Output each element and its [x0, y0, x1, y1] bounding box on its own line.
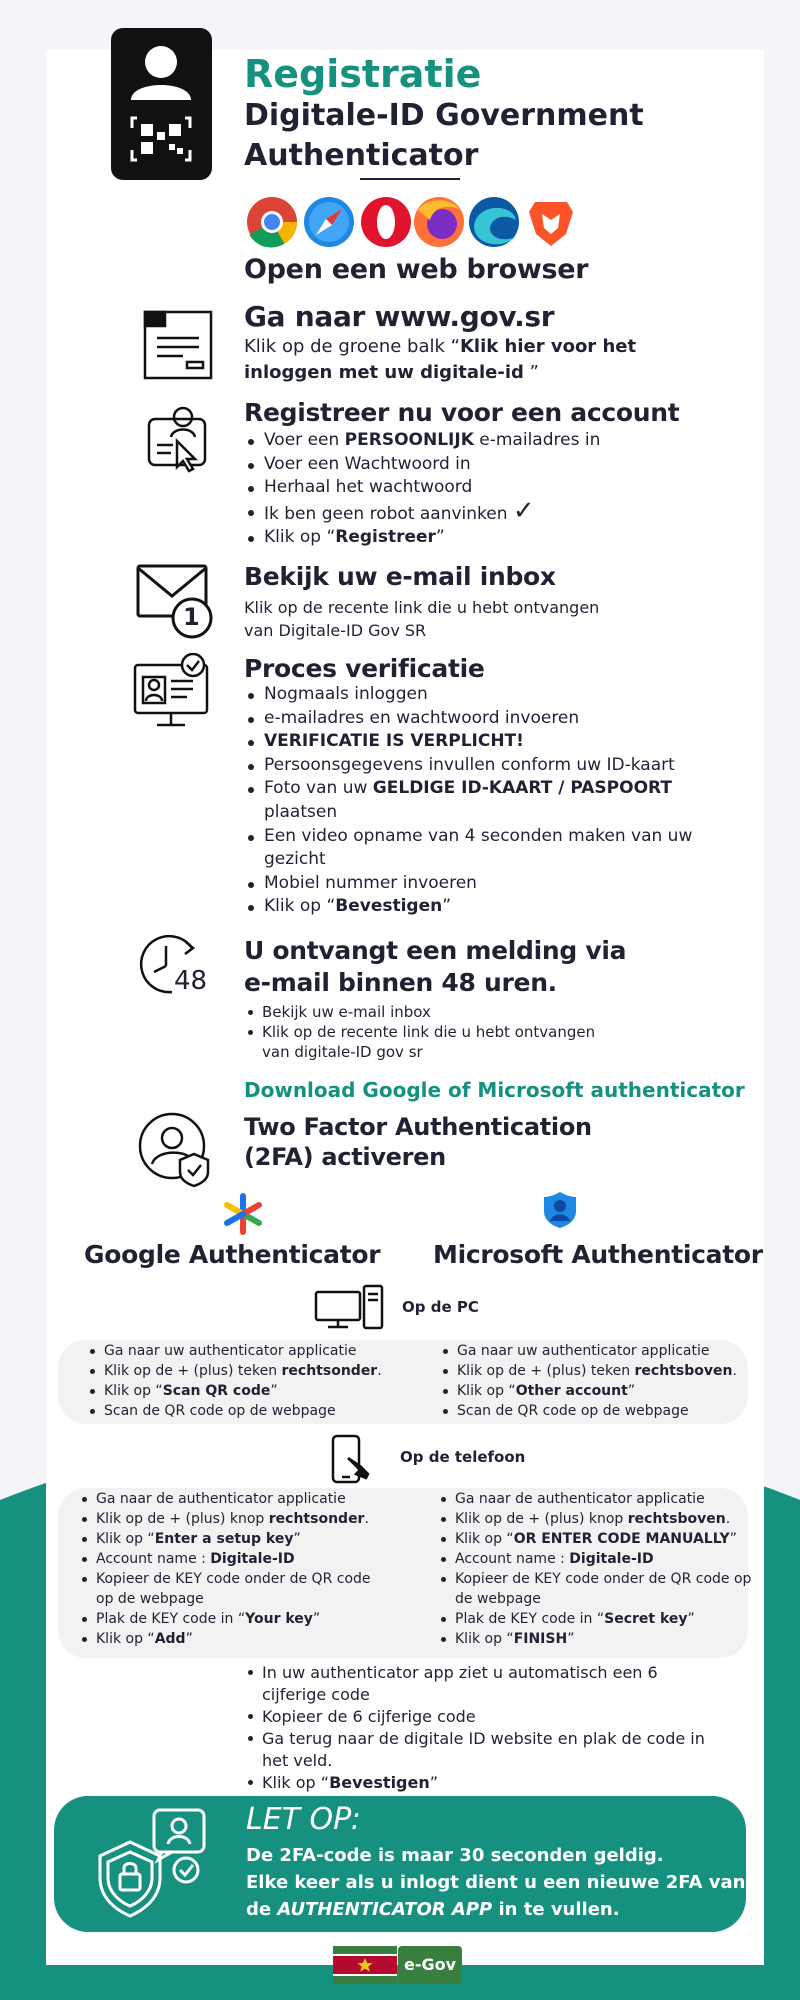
step-gov-title: Ga naar www.gov.sr: [244, 300, 555, 333]
opera-icon: [361, 197, 411, 247]
microsoft-authenticator-icon: [543, 1191, 577, 1229]
step-wait-list: [244, 1002, 704, 1062]
list-item: Bekijk uw e-mail inbox: [244, 1002, 704, 1022]
list-item: Voer een PERSOONLIJK e-mailadres in: [244, 429, 714, 453]
list-item: Plak de KEY code in “Your key”: [78, 1609, 378, 1629]
warning-text: De 2FA-code is maar 30 seconden geldig. Elke keer als u inlogt dient u een nieuwe 2FA van de AUTHENTICATOR APP in te vullen.: [246, 1845, 746, 1920]
phone-label: Op de telefoon: [400, 1448, 526, 1466]
google-authenticator-icon: [222, 1193, 264, 1235]
list-item: Ga naar de authenticator applicatie: [78, 1489, 378, 1509]
step-register-list: [244, 429, 714, 550]
pc-label: Op de PC: [402, 1298, 479, 1316]
identity-verification-icon: [131, 653, 215, 733]
list-item: Klik op “Bevestigen”: [244, 895, 714, 919]
list-item: Scan de QR code op de webpage: [86, 1401, 406, 1421]
desktop-pc-icon: [314, 1284, 384, 1330]
id-qr-icon: [111, 28, 212, 180]
phone-google-list: [78, 1489, 378, 1649]
list-item: Ga naar uw authenticator applicatie: [86, 1341, 406, 1361]
list-item: Klik op de + (plus) teken rechtsonder.: [86, 1361, 406, 1381]
brave-icon: [529, 202, 573, 246]
pc-microsoft-list: [439, 1341, 749, 1421]
list-item: Klik op de + (plus) knop rechtsboven.: [437, 1509, 753, 1529]
clock-number: 48: [174, 966, 208, 996]
list-item: Nogmaals inloggen: [244, 683, 714, 707]
warning-title: LET OP:: [246, 1802, 361, 1837]
list-item: Klik op “Scan QR code”: [86, 1381, 406, 1401]
user-shield-icon: [138, 1112, 214, 1188]
list-item: Herhaal het wachtwoord: [244, 476, 714, 500]
phone-microsoft-list: [437, 1489, 753, 1649]
step-verify-title: Proces verificatie: [244, 654, 485, 683]
list-item: Mobiel nummer invoeren: [244, 872, 714, 896]
edge-icon: [469, 197, 519, 247]
list-item: Klik op “Registreer”: [244, 526, 714, 550]
browser-icons-row: [246, 196, 586, 248]
list-item: Ga terug naar de digitale ID website en plak de code in het veld.: [244, 1728, 724, 1772]
list-item: Klik op de + (plus) knop rechtsonder.: [78, 1509, 378, 1529]
list-item: Plak de KEY code in “Secret key”: [437, 1609, 753, 1629]
step-verify-list: [244, 683, 714, 919]
list-item: Klik op “Other account”: [439, 1381, 749, 1401]
step-inbox-title: Bekijk uw e-mail inbox: [244, 562, 556, 591]
mail-badge: 1: [183, 603, 200, 631]
list-item: Ga naar uw authenticator applicatie: [439, 1341, 749, 1361]
list-item: Kopieer de 6 cijferige code: [244, 1706, 724, 1728]
final-steps-list: [244, 1662, 724, 1794]
list-item: Klik op “Bevestigen”: [244, 1772, 724, 1794]
list-item: Klik op “OR ENTER CODE MANUALLY”: [437, 1529, 753, 1549]
pc-google-list: [86, 1341, 406, 1421]
list-item: Foto van uw GELDIGE ID-KAART / PASPOORT plaatsen: [244, 777, 714, 824]
step-gov-text: Klik op de groene balk “Klik hier voor het inloggen met uw digitale-id ”: [244, 336, 637, 383]
list-item: Persoonsgegevens invullen conform uw ID-kaart: [244, 754, 714, 778]
list-item: Klik op de recente link die u hebt ontvangen van digitale-ID gov sr: [244, 1022, 704, 1062]
google-authenticator-label: Google Authenticator: [84, 1240, 381, 1269]
page-title: Registratie: [244, 52, 482, 96]
list-item: Klik op “FINISH”: [437, 1629, 753, 1649]
step-wait-title: U ontvangt een melding via e-mail binnen 48 uren.: [244, 936, 627, 997]
list-item: Klik op de + (plus) teken rechtsboven.: [439, 1361, 749, 1381]
check-mark-icon: ✓: [512, 495, 535, 526]
list-item: Ga naar de authenticator applicatie: [437, 1489, 753, 1509]
security-shield-icon: [92, 1804, 212, 1924]
microsoft-authenticator-label: Microsoft Authenticator: [433, 1240, 763, 1269]
step-register-title: Registreer nu voor een account: [244, 398, 680, 427]
list-item: Een video opname van 4 seconden maken van uw gezicht: [244, 825, 714, 872]
list-item: Kopieer de KEY code onder de QR code op de webpage: [437, 1569, 753, 1609]
clock-48-icon: [136, 932, 216, 998]
two-factor-title: Two Factor Authentication (2FA) activeren: [244, 1113, 592, 1171]
list-item: Ik ben geen robot aanvinken ✓: [244, 500, 714, 527]
list-item: Voer een Wachtwoord in: [244, 453, 714, 477]
list-item: Kopieer de KEY code onder de QR code op de webpage: [78, 1569, 378, 1609]
suriname-flag-icon: [333, 1946, 397, 1984]
firefox-icon: [414, 197, 464, 247]
list-item: e-mailadres en wachtwoord invoeren: [244, 707, 714, 731]
download-authenticator-text: Download Google of Microsoft authenticator: [244, 1078, 745, 1102]
list-item: Scan de QR code op de webpage: [439, 1401, 749, 1421]
page-subtitle: Digitale-ID Government Authenticator: [244, 98, 644, 173]
list-item: VERIFICATIE IS VERPLICHT!: [244, 730, 714, 754]
webpage-icon: [143, 310, 213, 380]
list-item: Account name : Digitale-ID: [437, 1549, 753, 1569]
chrome-icon: [247, 197, 297, 248]
list-item: Account name : Digitale-ID: [78, 1549, 378, 1569]
list-item: In uw authenticator app ziet u automatisch een 6 cijferige code: [244, 1662, 724, 1706]
egov-badge: e-Gov: [398, 1946, 462, 1984]
safari-icon: [304, 197, 354, 247]
smartphone-tap-icon: [330, 1434, 370, 1486]
list-item: Klik op “Enter a setup key”: [78, 1529, 378, 1549]
register-form-icon: [143, 405, 213, 475]
title-underline: [360, 178, 460, 180]
list-item: Klik op “Add”: [78, 1629, 378, 1649]
mail-notification-icon: [136, 562, 214, 640]
step-inbox-text: Klik op de recente link die u hebt ontvangen van Digitale-ID Gov SR: [244, 598, 600, 640]
step-browser-title: Open een web browser: [244, 254, 589, 285]
